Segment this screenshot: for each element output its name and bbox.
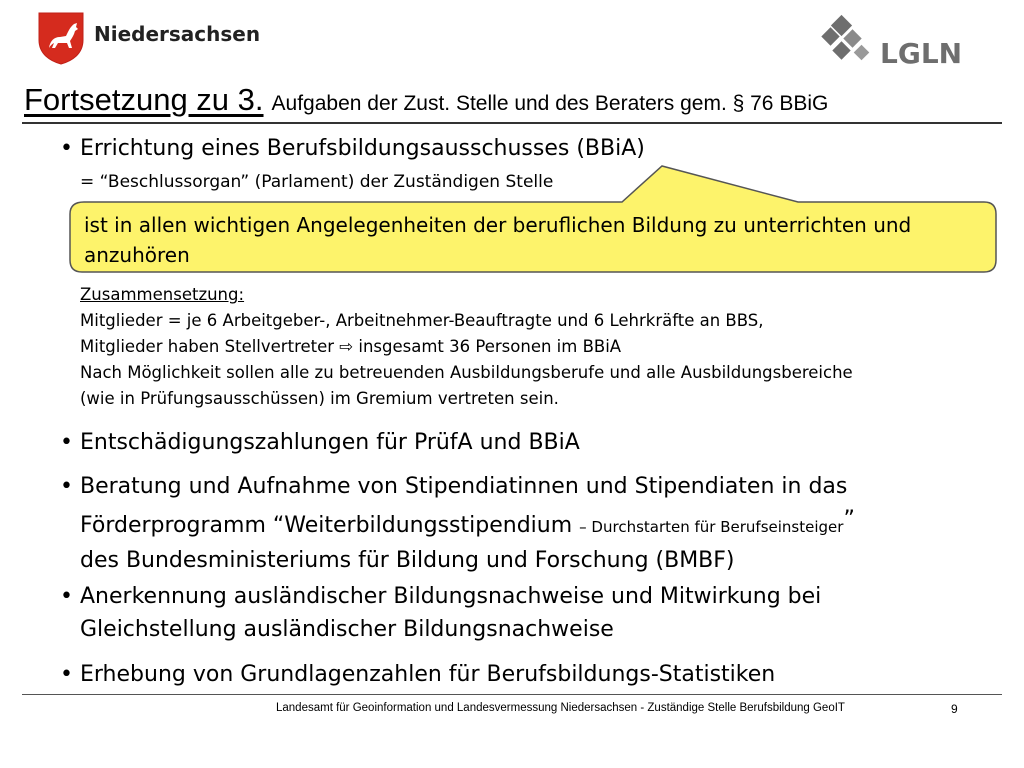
svg-text:LGLN: LGLN bbox=[880, 37, 963, 68]
composition-heading: Zusammensetzung: bbox=[80, 285, 245, 304]
composition-line: Mitglieder = je 6 Arbeitgeber-, Arbeitnehmer-Beauftragte und 6 Lehrkräfte an BBS, bbox=[80, 311, 764, 330]
footer-divider bbox=[22, 694, 1002, 695]
composition-line bbox=[80, 334, 853, 360]
bullet-dot: • bbox=[60, 474, 73, 499]
arrow-right-icon: ⇨ bbox=[339, 337, 354, 356]
composition-line-text: Mitglieder haben Stellvertreter bbox=[80, 337, 335, 356]
title-main-text: Fortsetzung zu 3. bbox=[24, 82, 264, 117]
bbia-definition: = “Beschlussorgan” (Parlament) der Zuständigen Stelle bbox=[80, 172, 554, 192]
closing-quote: ” bbox=[843, 507, 855, 532]
bullet-bbia-text: Errichtung eines Berufsbildungsausschusses (BBiA) bbox=[80, 136, 645, 161]
bullet-compensation bbox=[60, 426, 580, 459]
callout-text: ist in allen wichtigen Angelegenheiten der beruflichen Bildung zu unterrichten und anzuhören bbox=[84, 213, 912, 267]
scholarship-subtitle: – Durchstarten für Berufseinsteiger bbox=[579, 518, 844, 536]
bullet-dot: • bbox=[60, 430, 73, 455]
bullet-recognition-line: Gleichstellung ausländischer Bildungsnachweise bbox=[80, 617, 614, 642]
bullet-scholarship-line: Beratung und Aufnahme von Stipendiatinnen und Stipendiaten in das bbox=[80, 474, 848, 499]
composition-line: (wie in Prüfungsausschüssen) im Gremium vertreten sein. bbox=[80, 389, 559, 408]
bullet-scholarship-line: des Bundesministeriums für Bildung und Forschung (BMBF) bbox=[80, 548, 735, 573]
composition-block bbox=[80, 282, 853, 412]
bullet-recognition-line: Anerkennung ausländischer Bildungsnachweise und Mitwirkung bei bbox=[80, 584, 822, 609]
bullet-statistics bbox=[60, 658, 775, 691]
title-subtitle: Aufgaben der Zust. Stelle und des Beraters gem. § 76 BBiG bbox=[271, 92, 829, 115]
bullet-dot: • bbox=[60, 662, 73, 687]
bullet-scholarship-line: Förderprogramm “Weiterbildungsstipendium bbox=[80, 513, 573, 538]
bullet-compensation-text: Entschädigungszahlungen für PrüfA und BBiA bbox=[80, 430, 580, 455]
state-name: Niedersachsen bbox=[94, 22, 261, 46]
bullet-dot: • bbox=[60, 584, 73, 609]
bullet-statistics-text: Erhebung von Grundlagenzahlen für Berufsbildungs-Statistiken bbox=[80, 662, 776, 687]
bullet-scholarship bbox=[60, 470, 855, 577]
composition-line: Nach Möglichkeit sollen alle zu betreuenden Ausbildungsberufe und alle Ausbildungsbereiche bbox=[80, 363, 853, 382]
composition-line-text: insgesamt 36 Personen im BBiA bbox=[358, 337, 622, 356]
bullet-dot: • bbox=[60, 136, 73, 161]
page-number: 9 bbox=[951, 702, 958, 716]
bullet-recognition bbox=[60, 580, 821, 646]
footer-text: Landesamt für Geoinformation und Landesvermessung Niedersachsen - Zuständige Stelle Berufsbildung GeoIT bbox=[276, 702, 845, 714]
